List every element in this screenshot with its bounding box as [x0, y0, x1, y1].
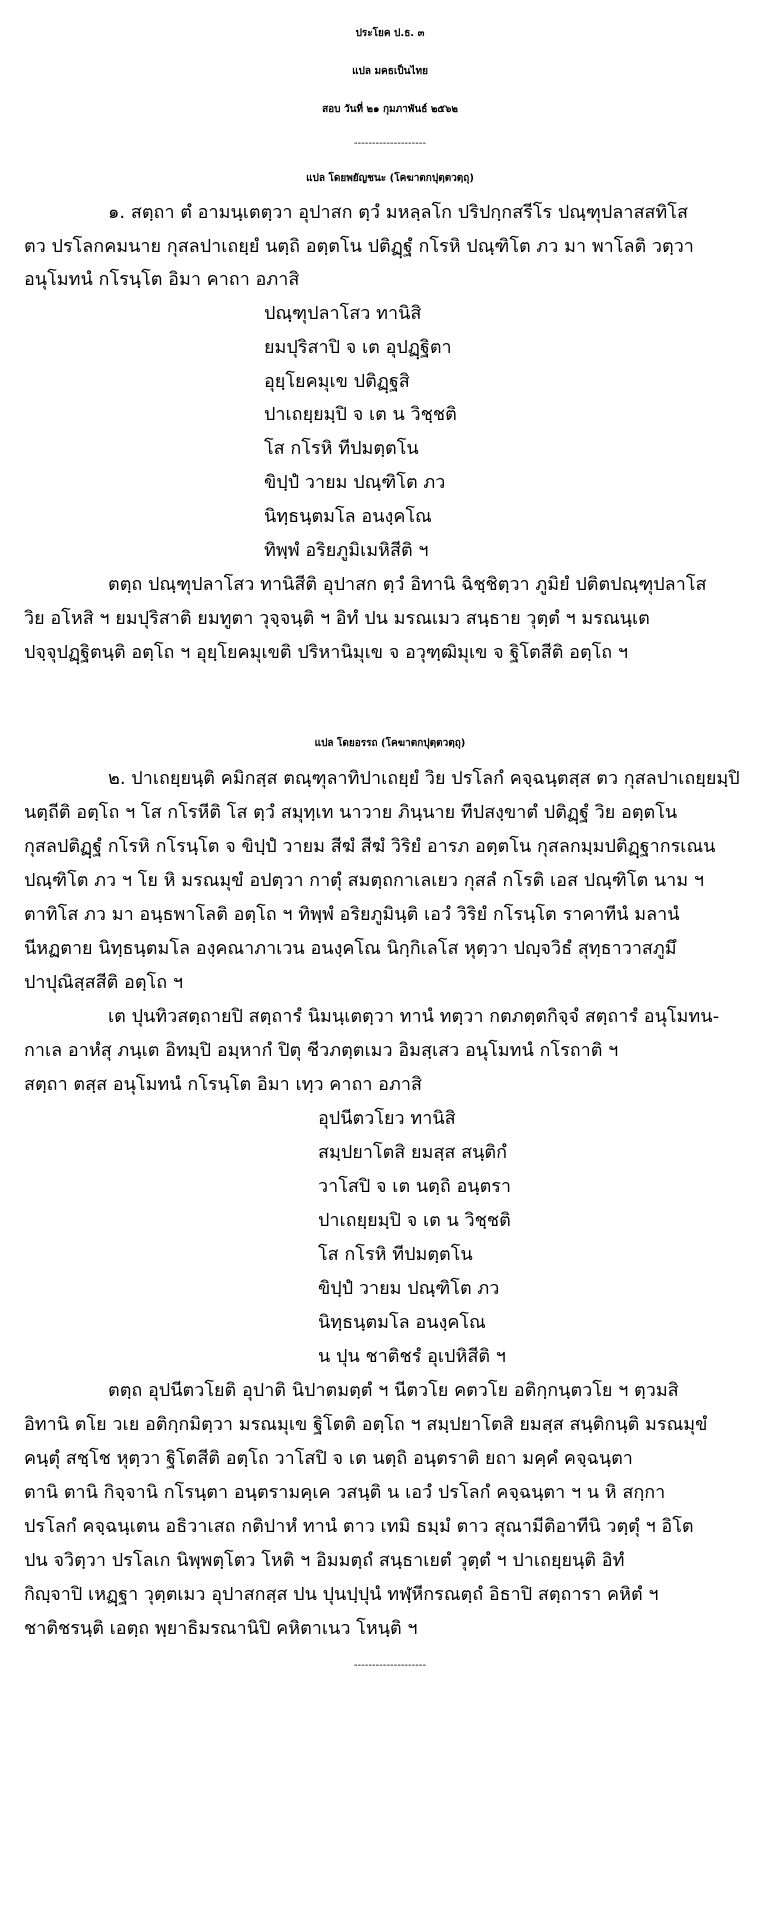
section2-commentary-line: ตตฺถ อุปนีตวโยติ อุปาติ นิปาตมตฺตํ ฯ นีตวโย คตวโย อติกฺกนฺตวโย ฯ ตฺวมสิ [108, 1380, 679, 1401]
section2-verse-line: ปาเถยฺยมฺปิ จ เต น วิชฺชติ [318, 1210, 511, 1231]
exam-subject-title: แปล มคธเป็นไทย [352, 66, 428, 77]
section2-narrative-line: เต ปุนทิวสตฺถายปิ สตฺถารํ นิมนฺเตตฺวา ทานํ ทตฺวา กตภตฺตกิจฺจํ สตฺถารํ อนุโมทน- [108, 1006, 720, 1027]
footer-divider: -------------------- [353, 1660, 427, 1671]
section1-verse-line: ปณฺฑุปลาโสว ทานิสิ [264, 303, 422, 324]
section2-commentary-line: ชาติชรนฺติ เอตฺถ พฺยาธิมรณานิปิ คหิตาเนว โหนฺติ ฯ [24, 1618, 418, 1639]
section1-heading: แปล โดยพยัญชนะ (โคฆาตกปุตฺตวตฺถุ) [306, 173, 474, 184]
section2-paragraph-line: นีหฏตาย นิทฺธนฺตมโล องฺคณาภาเวน อนงฺคโณ นิกฺกิเลโส หุตฺวา ปญฺจวิธํ สุทฺธาวาสภูมึ [24, 938, 677, 959]
section2-paragraph-line: ตาทิโส ภว มา อนฺธพาโลติ อตฺโถ ฯ ทิพฺพํ อริยภูมินฺติ เอวํ วิริยํ กโรนฺโต ราคาทีนํ มลานํ [24, 904, 680, 925]
section1-verse-line: ปาเถยฺยมฺปิ จ เต น วิชฺชติ [264, 404, 457, 425]
section1-verse-line: อุยฺโยคมุเข ปติฏฺฐสิ [264, 371, 410, 392]
section2-verse-line: วาโสปิ จ เต นตฺถิ อนฺตรา [318, 1176, 512, 1197]
section1-commentary-line: ปจฺจุปฏฺฐิตนฺติ อตฺโถ ฯ อุยฺโยคมุเขติ ปริหานิมุเข จ อวุฑฺฒิมุเข จ ฐิโตสีติ อตฺโถ ฯ [24, 642, 629, 663]
section2-paragraph-line: ปณฺฑิโต ภว ฯ โย หิ มรณมุขํ อปตฺวา กาตุํ สมตฺถกาเลเยว กุสลํ กโรติ เอส ปณฺฑิโต นาม ฯ [24, 870, 704, 891]
section2-commentary-line: ปน จวิตฺวา ปรโลเก นิพฺพตฺโตว โหติ ฯ อิมมตฺถํ สนฺธาเยตํ วุตฺตํ ฯ ปาเถยฺยนฺติ อิทํ [24, 1550, 625, 1571]
section1-verse-line: ขิปฺปํ วายม ปณฺฑิโต ภว [264, 472, 446, 493]
section2-verse-line: นิทฺธนฺตมโล อนงฺคโณ [318, 1312, 486, 1333]
header-divider: -------------------- [353, 138, 427, 149]
section1-commentary-line: วิย อโหสิ ฯ ยมปุริสาติ ยมทูตา วุจฺจนฺติ ฯ อิทํ ปน มรณเมว สนฺธาย วุตฺตํ ฯ มรณนฺเต [24, 608, 650, 629]
section1-paragraph-line: ๑. สตฺถา ตํ อามนฺเตตฺวา อุปาสก ตฺวํ มหลฺลโก ปริปกฺกสรีโร ปณฺฑุปลาสสทิโส [108, 202, 688, 223]
section2-narrative-line: กาเล อาหํสุ ภนฺเต อิทมฺปิ อมฺหากํ ปิตุ ชีวภตฺตเมว อิมสฺเสว อนุโมทนํ กโรถาติ ฯ [24, 1040, 619, 1061]
section1-verse-line: ยมปุริสาปิ จ เต อุปฏฺฐิตา [264, 337, 452, 358]
section2-commentary-line: กิญฺจาปิ เหฏฺฐา วุตฺตเมว อุปาสกสฺส ปน ปุนปฺปุนํ ทฬฺหีกรณตฺถํ อิธาปิ สตฺถารา คหิตํ ฯ [24, 1584, 659, 1605]
section2-verse-line: น ปุน ชาติชรํ อุเปหิสีติ ฯ [318, 1346, 506, 1367]
section1-verse-line: นิทฺธนฺตมโล อนงฺคโณ [264, 506, 432, 527]
section2-verse-line: อุปนีตวโยว ทานิสิ [318, 1108, 456, 1129]
exam-level-title: ประโยค ป.ธ. ๓ [355, 28, 425, 39]
section2-verse-line: ขิปฺปํ วายม ปณฺฑิโต ภว [318, 1278, 500, 1299]
section1-paragraph-line: ตว ปรโลกคมนาย กุสลปาเถยฺยํ นตฺถิ อตฺตโน ปติฏฺฐํ กโรหิ ปณฺฑิโต ภว มา พาโลติ วตฺวา [24, 236, 694, 257]
section2-commentary-line: อิทานิ ตโย วเย อติกฺกมิตฺวา มรณมุเข ฐิโตติ อตฺโถ ฯ สมฺปยาโตสิ ยมสฺส สนฺติกนฺติ มรณมุขํ [24, 1414, 708, 1435]
section1-verse-line: โส กโรหิ ทีปมตฺตโน [264, 438, 419, 459]
section2-heading: แปล โดยอรรถ (โคฆาตกปุตฺตวตฺถุ) [314, 738, 466, 749]
section2-commentary-line: ปรโลกํ คจฺฉนฺเตน อธิวาเสถ กติปาหํ ทานํ ตาว เทมิ ธมฺมํ ตาว สุณามีติอาทีนิ วตฺตุํ ฯ อิโต [24, 1516, 694, 1537]
section2-commentary-line: ตานิ ตานิ กิจฺจานิ กโรนฺตา อนฺตรามคฺเค วสนฺติ น เอวํ ปรโลกํ คจฺฉนฺตา ฯ น หิ สกฺกา [24, 1482, 666, 1503]
section2-narrative-line: สตฺถา ตสฺส อนุโมทนํ กโรนฺโต อิมา เทฺว คาถา อภาสิ [24, 1074, 422, 1095]
section2-verse-line: สมฺปยาโตสิ ยมสฺส สนฺติกํ [318, 1142, 507, 1163]
section2-paragraph-line: ๒. ปาเถยฺยนฺติ คมิกสฺส ตณฺฑุลาทิปาเถยฺยํ วิย ปรโลกํ คจฺฉนฺตสฺส ตว กุสลปาเถยฺยมฺปิ [108, 768, 740, 789]
section1-commentary-line: ตตฺถ ปณฺฑุปลาโสว ทานิสีติ อุปาสก ตฺวํ อิทานิ ฉิชฺชิตฺวา ภูมิยํ ปติตปณฺฑุปลาโส [108, 574, 707, 595]
section2-commentary-line: คนฺตุํ สชฺโช หุตฺวา ฐิโตสีติ อตฺโถ วาโสปิ จ เต นตฺถิ อนฺตราติ ยถา มคฺคํ คจฺฉนฺตา [24, 1448, 633, 1469]
section2-paragraph-line: ปาปุณิสฺสสีติ อตฺโถ ฯ [24, 972, 183, 993]
section2-paragraph-line: กุสลปติฏฺฐํ กโรหิ กโรนฺโต จ ขิปฺปํ วายม สีฆํ สีฆํ วิริยํ อารภ อตฺตโน กุสลกมฺมปติฏฺฐากรเณน [24, 836, 716, 857]
section2-verse-line: โส กโรหิ ทีปมตฺตโน [318, 1244, 473, 1265]
section2-paragraph-line: นตฺถีติ อตฺโถ ฯ โส กโรหีติ โส ตฺวํ สมุทฺเท นาวาย ภินฺนาย ทีปสงฺขาตํ ปติฏฺฐํ วิย อตฺตโน [24, 802, 678, 823]
section1-paragraph-line: อนุโมทนํ กโรนฺโต อิมา คาถา อภาสิ [24, 269, 300, 290]
exam-date-title: สอบ วันที่ ๒๑ กุมภาพันธ์ ๒๕๖๒ [322, 104, 458, 115]
section1-verse-line: ทิพฺพํ อริยภูมิเมหิสีติ ฯ [264, 540, 429, 561]
